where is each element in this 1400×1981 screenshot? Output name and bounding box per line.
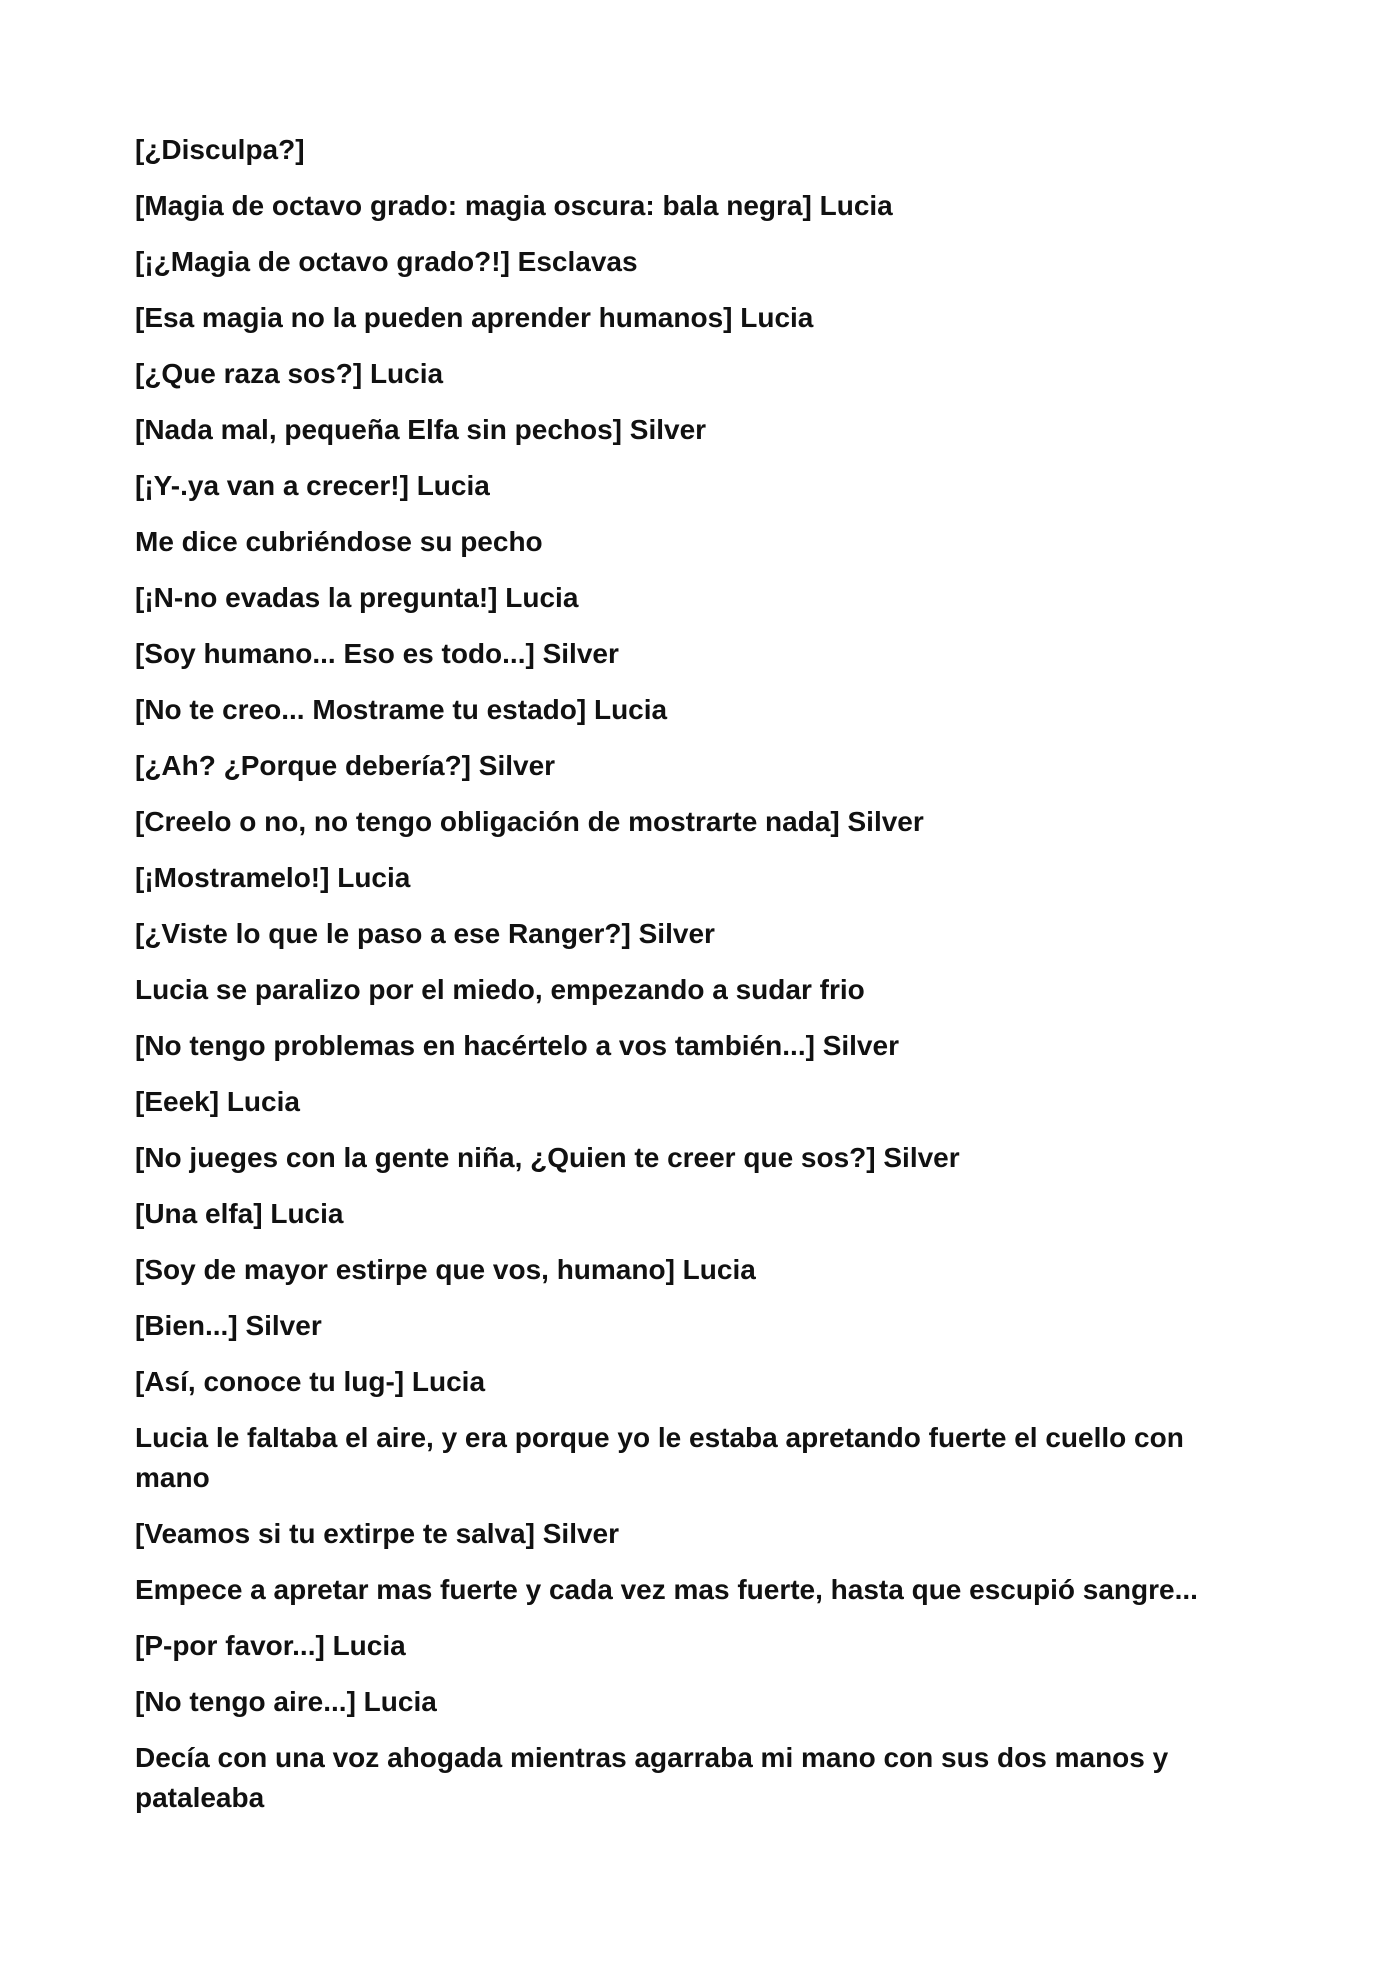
text-line: [No tengo problemas en hacértelo a vos también...] Silver [135,1030,899,1061]
text-line: [Magia de octavo grado: magia oscura: bala negra] Lucia [135,190,893,221]
text-line: Lucia le faltaba el aire, y era porque yo le estaba apretando fuerte el cuello con mano [135,1422,1184,1493]
text-line: [¿Ah? ¿Porque debería?] Silver [135,750,556,781]
document-text [135,130,1265,1834]
text-line: [¿Que raza sos?] Lucia [135,358,444,389]
text-line: [Creelo o no, no tengo obligación de mostrarte nada] Silver [135,806,924,837]
text-line: [No tengo aire...] Lucia [135,1686,437,1717]
text-line: Empece a apretar mas fuerte y cada vez mas fuerte, hasta que escupió sangre... [135,1574,1198,1605]
text-line: [¿Viste lo que le paso a ese Ranger?] Silver [135,918,715,949]
text-line: Decía con una voz ahogada mientras agarraba mi mano con sus dos manos y pataleaba [135,1742,1169,1813]
text-line: [¿Disculpa?] [135,134,305,165]
text-line: [Esa magia no la pueden aprender humanos] Lucia [135,302,814,333]
text-line: [Soy humano... Eso es todo...] Silver [135,638,619,669]
text-line: [Soy de mayor estirpe que vos, humano] Lucia [135,1254,756,1285]
text-line: [Bien...] Silver [135,1310,322,1341]
text-line: [No te creo... Mostrame tu estado] Lucia [135,694,668,725]
text-line: [¡Mostramelo!] Lucia [135,862,411,893]
text-line: [Eeek] Lucia [135,1086,300,1117]
text-line: Me dice cubriéndose su pecho [135,526,543,557]
text-line: [No jueges con la gente niña, ¿Quien te creer que sos?] Silver [135,1142,960,1173]
text-line: [¡N-no evadas la pregunta!] Lucia [135,582,579,613]
text-line: [¡¿Magia de octavo grado?!] Esclavas [135,246,638,277]
text-line: [P-por favor...] Lucia [135,1630,406,1661]
text-line: [¡Y-.ya van a crecer!] Lucia [135,470,490,501]
text-line: [Así, conoce tu lug-] Lucia [135,1366,486,1397]
text-line: [Una elfa] Lucia [135,1198,344,1229]
text-line: [Veamos si tu extirpe te salva] Silver [135,1518,620,1549]
text-line: [Nada mal, pequeña Elfa sin pechos] Silver [135,414,707,445]
text-line: Lucia se paralizo por el miedo, empezando a sudar frio [135,974,865,1005]
